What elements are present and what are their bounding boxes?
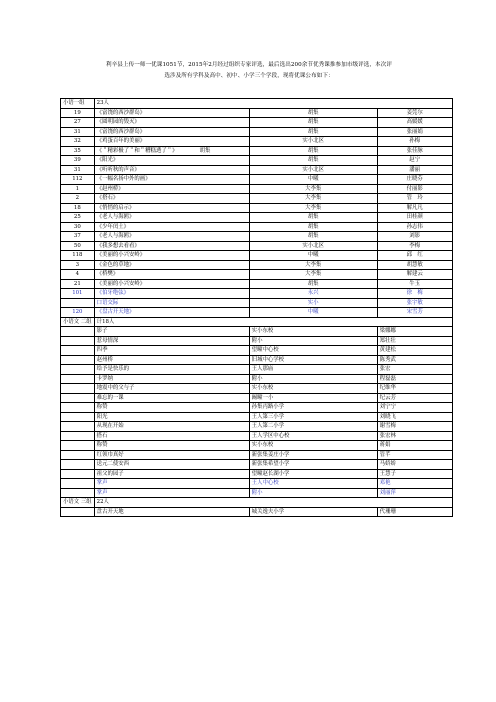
school-name: 胡集 (249, 213, 377, 223)
table-row (61, 118, 453, 128)
group-name: 小语文 二组 (61, 317, 95, 327)
table-row (61, 127, 453, 137)
school-name: 大李集 (249, 184, 377, 194)
lesson-title-extra: 胡集 (199, 147, 211, 154)
group-name: 小语一组 (61, 99, 95, 109)
teacher-name: 代珊珊 (377, 507, 452, 517)
school-name: 附小 (249, 336, 377, 346)
row-number: 25 (61, 213, 95, 223)
table-row (61, 213, 453, 223)
table-row (61, 194, 453, 204)
teacher-name: 李梅 (377, 241, 452, 251)
table-row (61, 441, 453, 451)
intro-line-1: 利辛县上传一师一优课1051节，2015年2月经过组织专家评选，最后选出200余节优秀课推参加市级评选，本次评 (106, 62, 392, 68)
lesson-title: 阳光 (94, 412, 249, 422)
lesson-title: 称赞 (94, 403, 249, 413)
row-number: 35 (61, 146, 95, 156)
row-number (61, 393, 95, 403)
row-number: 120 (61, 308, 95, 318)
lesson-title: 《老人与海鸥》 (94, 213, 249, 223)
lesson-title: 《听听秋的声音》 (94, 165, 249, 175)
school-name: 城关逸夫小学 (249, 507, 377, 517)
row-number: 2 (61, 194, 95, 204)
school-name: 孙集丙路小学 (249, 403, 377, 413)
teacher-name: 付丽影 (377, 184, 452, 194)
row-number (61, 469, 95, 479)
row-number (61, 336, 95, 346)
lesson-title: 称赞 (94, 441, 249, 451)
table-row (61, 289, 453, 299)
lesson-title: 《一幅名扬中外的画》 (94, 175, 249, 185)
lesson-title: 《阳光》 (94, 156, 249, 166)
lesson-title: 《桥樊》 (94, 270, 249, 280)
school-name: 王人学区中心校 (249, 431, 377, 441)
table-row (61, 241, 453, 251)
teacher-name: 蒋娟 (377, 441, 452, 451)
school-name: 胡集 (249, 222, 377, 232)
row-number (61, 374, 95, 384)
award-table-body (61, 99, 453, 517)
school-name: 附小 (249, 488, 377, 498)
group-count: 22人 (94, 498, 452, 508)
award-table (60, 98, 453, 517)
teacher-name: 张宏林 (377, 431, 452, 441)
teacher-name: 牛玉 (377, 279, 452, 289)
table-row (61, 460, 453, 470)
teacher-name: 刘影 (377, 232, 452, 242)
table-row (61, 260, 453, 270)
row-number (61, 384, 95, 394)
lesson-title: 给予是快乐的 (94, 365, 249, 375)
lesson-title: 《赵州桥》 (94, 184, 249, 194)
school-name: 胡集 (249, 108, 377, 118)
teacher-name: 刘宁宁 (377, 403, 452, 413)
table-row (61, 393, 453, 403)
intro-paragraph (30, 60, 468, 82)
lesson-title: 送元二使安西 (94, 460, 249, 470)
lesson-title: 《富饶的西沙群岛》 (94, 108, 249, 118)
table-row (61, 175, 453, 185)
row-number (61, 422, 95, 432)
teacher-name: 刘晓飞 (377, 412, 452, 422)
lesson-title: 《搭石》 (94, 194, 249, 204)
teacher-name: 王慧子 (377, 469, 452, 479)
row-number (61, 327, 95, 337)
table-row (61, 146, 453, 156)
lesson-title: 《悄悄的启示》 (94, 203, 249, 213)
school-name: 胡集 (249, 118, 377, 128)
table-row (61, 251, 453, 261)
lesson-title: 《美丽的小兴安岭》 (94, 251, 249, 261)
row-number: 3 (61, 260, 95, 270)
lesson-title: 卡罗纳 (94, 374, 249, 384)
group-count: 23人 (94, 99, 452, 109)
lesson-title: 地震中的父与子 (94, 384, 249, 394)
school-name: 胡集 (249, 146, 377, 156)
teacher-name: 梁娜娜 (377, 327, 452, 337)
school-name: 大李集 (249, 260, 377, 270)
lesson-title: 惹母情深 (94, 336, 249, 346)
teacher-name: 管芊 (377, 450, 452, 460)
teacher-name: 刘丽萍 (377, 488, 452, 498)
school-name: 大李集 (249, 194, 377, 204)
school-name: 实小北区 (249, 165, 377, 175)
group-count: 计18人 (94, 317, 452, 327)
table-row (61, 232, 453, 242)
row-number (61, 460, 95, 470)
table-row (61, 412, 453, 422)
row-number (61, 403, 95, 413)
school-name: 实小 (249, 298, 377, 308)
table-row (61, 507, 453, 517)
table-row (61, 108, 453, 118)
lesson-title: 《鸡蛋百年的美丽》 (94, 137, 249, 147)
table-row (61, 279, 453, 289)
school-name: 实小东校 (249, 384, 377, 394)
row-number: 30 (61, 222, 95, 232)
teacher-name: 张丽娟 (377, 127, 452, 137)
table-row (61, 346, 453, 356)
lesson-title: 掌声 (94, 479, 249, 489)
lesson-title: 盘古开天地 (94, 507, 249, 517)
table-row (61, 403, 453, 413)
table-row (61, 488, 453, 498)
school-name: 中曦 (249, 308, 377, 318)
teacher-name: 张宏 (377, 365, 452, 375)
lesson-title: 《少年闰土》 (94, 222, 249, 232)
row-number: 31 (61, 165, 95, 175)
school-name: 王人那庙 (249, 365, 377, 375)
row-number (61, 355, 95, 365)
teacher-name: 徐 梅 (377, 289, 452, 299)
teacher-name: 孙志伟 (377, 222, 452, 232)
teacher-name: 宋雪芳 (377, 308, 452, 318)
teacher-name: 邓艳 (377, 479, 452, 489)
row-number: 31 (61, 127, 95, 137)
row-number: 18 (61, 203, 95, 213)
table-row (61, 469, 453, 479)
school-name: 附小 (249, 374, 377, 384)
school-name: 实小北区 (249, 241, 377, 251)
table-row (61, 365, 453, 375)
lesson-title: 《老人与海鸥》 (94, 232, 249, 242)
table-row (61, 165, 453, 175)
teacher-name: 张宇敏 (377, 298, 452, 308)
row-number: 39 (61, 156, 95, 166)
lesson-title-text: 《＂精彩极了＂和＂糟糕透了＂》 (96, 147, 178, 154)
teacher-name: 解凡凡 (377, 203, 452, 213)
school-name: 阚疃一小 (249, 393, 377, 403)
table-row (61, 431, 453, 441)
school-name: 中曦 (249, 251, 377, 261)
school-name: 大李集 (249, 203, 377, 213)
teacher-name: 程磊磊 (377, 374, 452, 384)
table-row (61, 479, 453, 489)
school-name: 新张集姜庄小学 (249, 450, 377, 460)
row-number: 21 (61, 279, 95, 289)
row-number: 112 (61, 175, 95, 185)
row-number: 50 (61, 241, 95, 251)
table-row (61, 222, 453, 232)
lesson-title: 赵州桥 (94, 355, 249, 365)
row-number (61, 298, 95, 308)
school-name: 望疃中心校 (249, 346, 377, 356)
school-name: 实小东校 (249, 441, 377, 451)
table-row (61, 298, 453, 308)
lesson-title: 《伯牙绝弦》 (94, 289, 249, 299)
teacher-name: 管 玲 (377, 194, 452, 204)
row-number (61, 365, 95, 375)
row-number (61, 507, 95, 517)
teacher-name: 陈秀武 (377, 355, 452, 365)
row-number: 19 (61, 108, 95, 118)
lesson-title: 《美丽的小兴安岭》 (94, 279, 249, 289)
row-number: 27 (61, 118, 95, 128)
school-name: 王人第三小学 (249, 412, 377, 422)
row-number (61, 412, 95, 422)
row-number: 32 (61, 137, 95, 147)
school-name: 胡集 (249, 279, 377, 289)
teacher-name: 张佳脉 (377, 146, 452, 156)
teacher-name: 庄晓芬 (377, 175, 452, 185)
lesson-title: 《富饶的西沙群岛》 (94, 127, 249, 137)
school-name: 永兴 (249, 289, 377, 299)
lesson-title: 掌声 (94, 488, 249, 498)
teacher-name: 纪维华 (377, 384, 452, 394)
lesson-title: 四季 (94, 346, 249, 356)
group-header-row (61, 317, 453, 327)
school-name: 旧城中心学校 (249, 355, 377, 365)
teacher-name: 解建云 (377, 270, 452, 280)
teacher-name: 黄建松 (377, 346, 452, 356)
table-row (61, 203, 453, 213)
lesson-title (94, 146, 249, 156)
table-row (61, 137, 453, 147)
table-row (61, 450, 453, 460)
table-row (61, 336, 453, 346)
teacher-name: 纪云芳 (377, 393, 452, 403)
lesson-title: 红领巾真好 (94, 450, 249, 460)
lesson-title: 《金色的草地》 (94, 260, 249, 270)
row-number (61, 450, 95, 460)
lesson-title: 影子 (94, 327, 249, 337)
lesson-title: 《盘古开天地》 (94, 308, 249, 318)
intro-line-2: 选涉及所有学科及高中、初中、小学三个学段，现将优课公布如下： (164, 73, 334, 79)
table-row (61, 374, 453, 384)
school-name: 王人中心校 (249, 479, 377, 489)
table-row (61, 270, 453, 280)
lesson-title: 从现在开始 (94, 422, 249, 432)
school-name: 胡集 (249, 127, 377, 137)
school-name: 实小北区 (249, 137, 377, 147)
teacher-name: 马娇娇 (377, 460, 452, 470)
row-number: 101 (61, 289, 95, 299)
school-name: 新张集希望小学 (249, 460, 377, 470)
group-header-row (61, 99, 453, 109)
lesson-title: 《圆明园的毁灭》 (94, 118, 249, 128)
teacher-name: 潘丽 (377, 165, 452, 175)
school-name: 大李集 (249, 270, 377, 280)
teacher-name: 赵宁 (377, 156, 452, 166)
table-row (61, 422, 453, 432)
table-row (61, 355, 453, 365)
row-number (61, 431, 95, 441)
school-name: 望疃赵长湖小学 (249, 469, 377, 479)
lesson-title: 祖父的园子 (94, 469, 249, 479)
teacher-name: 胡慧敏 (377, 260, 452, 270)
school-name: 实小东校 (249, 327, 377, 337)
teacher-name: 田桂颜 (377, 213, 452, 223)
lesson-title: 搭石 (94, 431, 249, 441)
table-row (61, 384, 453, 394)
row-number (61, 488, 95, 498)
row-number: 37 (61, 232, 95, 242)
table-row (61, 156, 453, 166)
teacher-name: 郑壮壮 (377, 336, 452, 346)
row-number (61, 441, 95, 451)
table-row (61, 308, 453, 318)
row-number (61, 346, 95, 356)
lesson-title: 难忘的一课 (94, 393, 249, 403)
lesson-title: 口语交际 (94, 298, 249, 308)
group-header-row (61, 498, 453, 508)
teacher-name: 高媛媛 (377, 118, 452, 128)
school-name: 胡集 (249, 156, 377, 166)
teacher-name: 姜莞尔 (377, 108, 452, 118)
lesson-title: 《我多想去看看》 (94, 241, 249, 251)
teacher-name: 孙梅 (377, 137, 452, 147)
row-number: 4 (61, 270, 95, 280)
teacher-name: 谢雪梅 (377, 422, 452, 432)
row-number (61, 479, 95, 489)
school-name: 王人第二小学 (249, 422, 377, 432)
teacher-name: 邱 红 (377, 251, 452, 261)
group-name: 小语文 三组 (61, 498, 95, 508)
school-name: 中曦 (249, 175, 377, 185)
row-number: 1 (61, 184, 95, 194)
table-row (61, 184, 453, 194)
table-row (61, 327, 453, 337)
school-name: 胡集 (249, 232, 377, 242)
row-number: 118 (61, 251, 95, 261)
